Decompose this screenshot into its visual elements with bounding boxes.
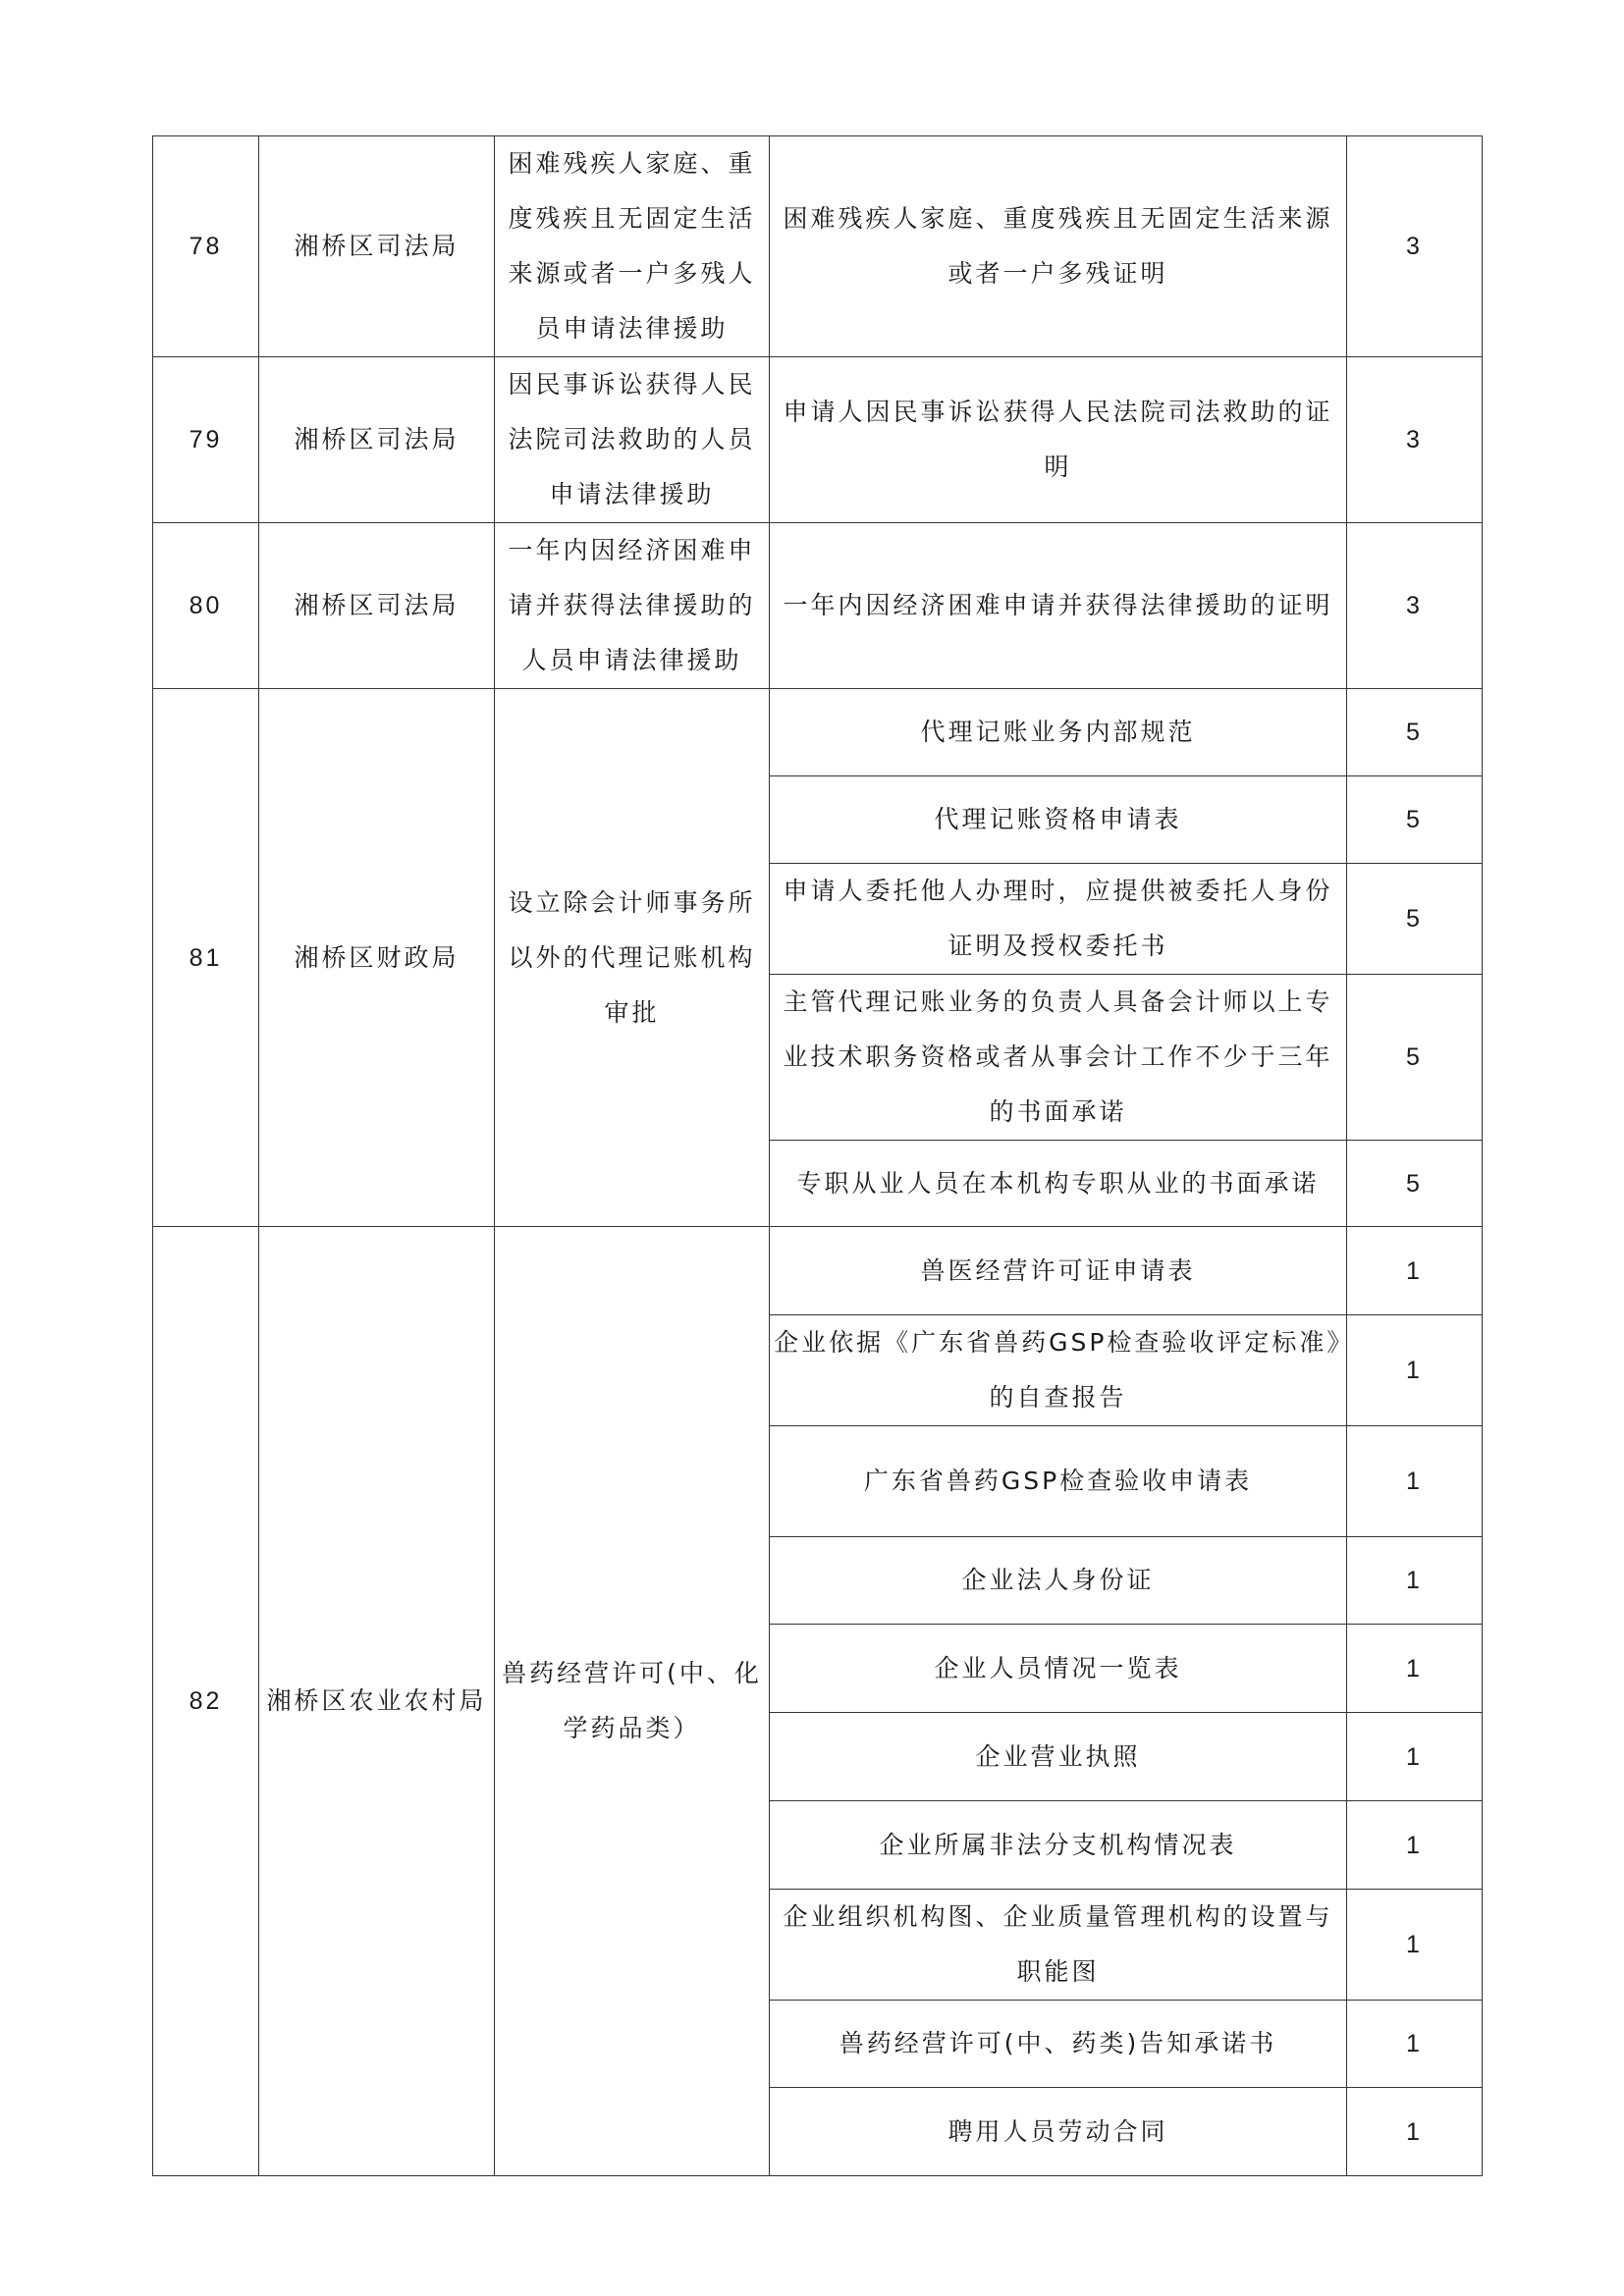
material-name: 困难残疾人家庭、重度残疾且无固定生活来源或者一户多残证明: [770, 136, 1347, 357]
service-item: 兽药经营许可(中、化学药品类）: [495, 1227, 770, 2176]
material-name: 企业营业执照: [770, 1713, 1347, 1801]
material-count: 1: [1347, 1713, 1483, 1801]
material-name: 代理记账资格申请表: [770, 776, 1347, 864]
material-count: 1: [1347, 1227, 1483, 1315]
row-number: 78: [153, 136, 259, 357]
department: 湘桥区司法局: [259, 136, 495, 357]
material-name: 专职从业人员在本机构专职从业的书面承诺: [770, 1141, 1347, 1227]
table-row: [153, 1227, 1483, 1315]
service-item: 因民事诉讼获得人民法院司法救助的人员申请法律援助: [495, 357, 770, 523]
material-name: 主管代理记账业务的负责人具备会计师以上专业技术职务资格或者从事会计工作不少于三年的书面承诺: [770, 975, 1347, 1141]
material-name: 广东省兽药GSP检查验收申请表: [770, 1426, 1347, 1537]
material-name: 申请人委托他人办理时，应提供被委托人身份证明及授权委托书: [770, 864, 1347, 975]
material-count: 5: [1347, 975, 1483, 1141]
department: 湘桥区司法局: [259, 357, 495, 523]
material-count: 3: [1347, 136, 1483, 357]
material-count: 5: [1347, 689, 1483, 776]
row-number: 80: [153, 523, 259, 689]
material-count: 1: [1347, 1625, 1483, 1713]
materials-table: [152, 135, 1483, 2176]
material-name: 兽药经营许可(中、药类)告知承诺书: [770, 2001, 1347, 2088]
material-count: 5: [1347, 1141, 1483, 1227]
material-count: 3: [1347, 523, 1483, 689]
material-name: 企业所属非法分支机构情况表: [770, 1801, 1347, 1890]
department: 湘桥区司法局: [259, 523, 495, 689]
service-item: 困难残疾人家庭、重度残疾且无固定生活来源或者一户多残人员申请法律援助: [495, 136, 770, 357]
material-count: 5: [1347, 776, 1483, 864]
material-name: 申请人因民事诉讼获得人民法院司法救助的证明: [770, 357, 1347, 523]
service-item: 设立除会计师事务所以外的代理记账机构审批: [495, 689, 770, 1227]
material-count: 1: [1347, 1315, 1483, 1426]
material-name: 企业人员情况一览表: [770, 1625, 1347, 1713]
material-count: 3: [1347, 357, 1483, 523]
service-item: 一年内因经济困难申请并获得法律援助的人员申请法律援助: [495, 523, 770, 689]
table-row: [153, 523, 1483, 689]
table-row: [153, 689, 1483, 776]
row-number: 81: [153, 689, 259, 1227]
material-name: 聘用人员劳动合同: [770, 2088, 1347, 2176]
material-name: 一年内因经济困难申请并获得法律援助的证明: [770, 523, 1347, 689]
row-number: 79: [153, 357, 259, 523]
material-count: 1: [1347, 2001, 1483, 2088]
material-name: 代理记账业务内部规范: [770, 689, 1347, 776]
material-count: 1: [1347, 1426, 1483, 1537]
material-name: 企业依据《广东省兽药GSP检查验收评定标准》的自查报告: [770, 1315, 1347, 1426]
table-row: [153, 357, 1483, 523]
material-count: 1: [1347, 1801, 1483, 1890]
material-count: 1: [1347, 2088, 1483, 2176]
material-name: 企业法人身份证: [770, 1537, 1347, 1625]
material-count: 1: [1347, 1537, 1483, 1625]
material-name: 兽医经营许可证申请表: [770, 1227, 1347, 1315]
material-count: 5: [1347, 864, 1483, 975]
table-row: [153, 136, 1483, 357]
department: 湘桥区财政局: [259, 689, 495, 1227]
material-name: 企业组织机构图、企业质量管理机构的设置与职能图: [770, 1890, 1347, 2001]
material-count: 1: [1347, 1890, 1483, 2001]
row-number: 82: [153, 1227, 259, 2176]
department: 湘桥区农业农村局: [259, 1227, 495, 2176]
